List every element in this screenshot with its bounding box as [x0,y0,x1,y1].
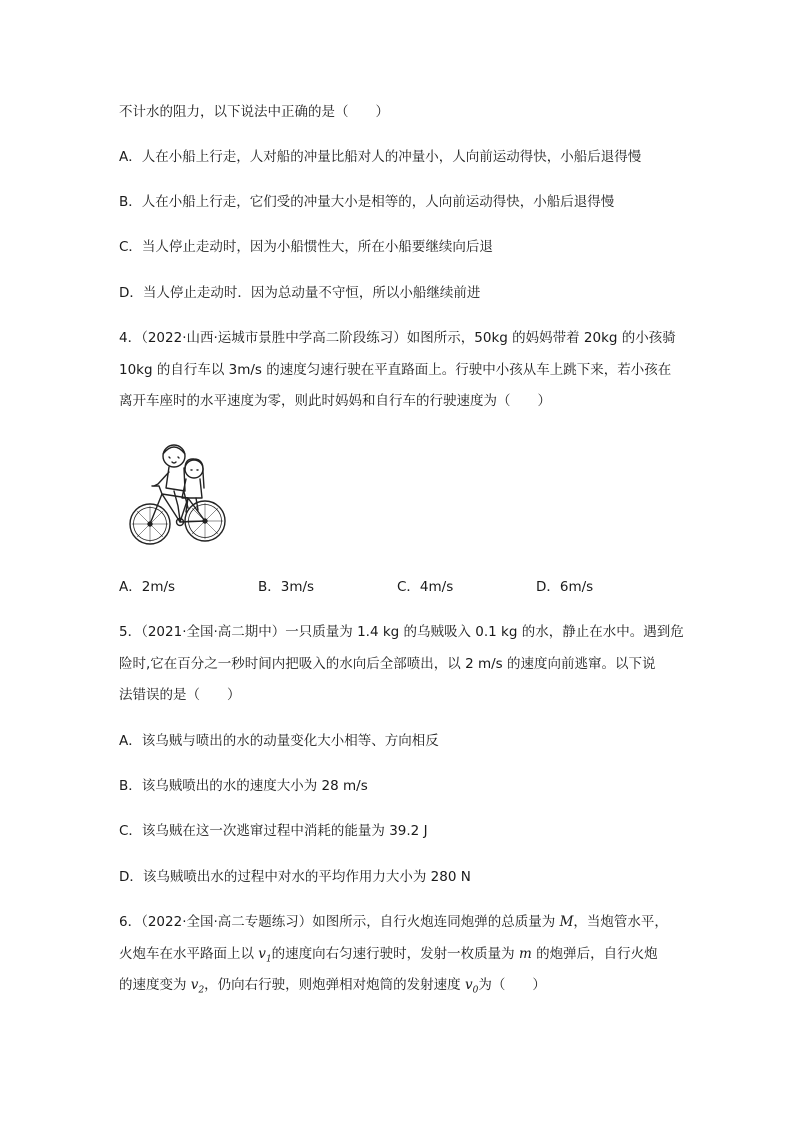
velocity-symbol-v0: $v_0$ [464,977,479,996]
velocity-symbol-v1: $v_1$ [258,946,272,965]
velocity-symbol-v2: $v_2$ [190,977,205,996]
q4-stem-line-1: 4．（2022·山西·运城市景胜中学高二阶段练习）如图所示，50kg 的妈妈带着 20kg 的小孩骑 [119,330,676,346]
q5-stem-line-3: 法错误的是（ ） [119,687,241,703]
q6-stem-line-1: 6．（2022·全国·高二专题练习）如图所示，自行火炮连同炮弹的总质量为 M，当炮管水平， [119,914,668,930]
q6-stem-line-3: 的速度变为 $v_2$，仍向右行驶，则炮弹相对炮筒的发射速度 $v_0$为（ ） [119,977,546,996]
mother-child-bicycle-icon [122,436,230,548]
q5-option-c: C．该乌贼在这一次逃窜过程中消耗的能量为 39.2 J [119,823,428,839]
q4-stem-line-3: 离开车座时的水平速度为零，则此时妈妈和自行车的行驶速度为（ ） [119,393,551,409]
q3-option-d: D．当人停止走动时．因为总动量不守恒，所以小船继续前进 [119,285,481,301]
q3-option-a: A．人在小船上行走，人对船的冲量比船对人的冲量小，人向前运动得快，小船后退得慢 [119,149,642,165]
q4-option-b: B．3m/s [258,579,315,595]
q6-stem-line-2: 火炮车在水平路面上以 $v_1$的速度向右匀速行驶时，发射一枚质量为 m 的炮弹后，自行火炮 [119,946,658,965]
q5-option-d: D．该乌贼喷出水的过程中对水的平均作用力大小为 280 N [119,869,471,885]
q5-option-a: A．该乌贼与喷出的水的动量变化大小相等、方向相反 [119,733,439,749]
q3-option-b: B．人在小船上行走，它们受的冲量大小是相等的，人向前运动得快，小船后退得慢 [119,194,615,210]
q5-stem-line-2: 险时,它在百分之一秒时间内把吸入的水向后全部喷出，以 2 m/s 的速度向前逃窜。以下说 [119,656,656,672]
bicycle-figure [122,436,230,548]
q4-option-a: A．2m/s [119,579,176,595]
q4-option-c: C．4m/s [397,579,454,595]
q3-option-c: C．当人停止走动时，因为小船惯性大，所在小船要继续向后退 [119,239,493,255]
mass-symbol-m: m [518,946,532,962]
q5-stem-line-1: 5．（2021·全国·高二期中）一只质量为 1.4 kg 的乌贼吸入 0.1 kg 的水，静止在水中。遇到危 [119,624,684,640]
q3-stem-tail: 不计水的阻力，以下说法中正确的是（ ） [119,104,389,120]
mass-symbol-M: M [559,914,574,930]
q4-stem-line-2: 10kg 的自行车以 3m/s 的速度匀速行驶在平直路面上。行驶中小孩从车上跳下来，若小孩在 [119,362,672,378]
q4-option-d: D．6m/s [536,579,594,595]
q5-option-b: B．该乌贼喷出的水的速度大小为 28 m/s [119,778,368,794]
